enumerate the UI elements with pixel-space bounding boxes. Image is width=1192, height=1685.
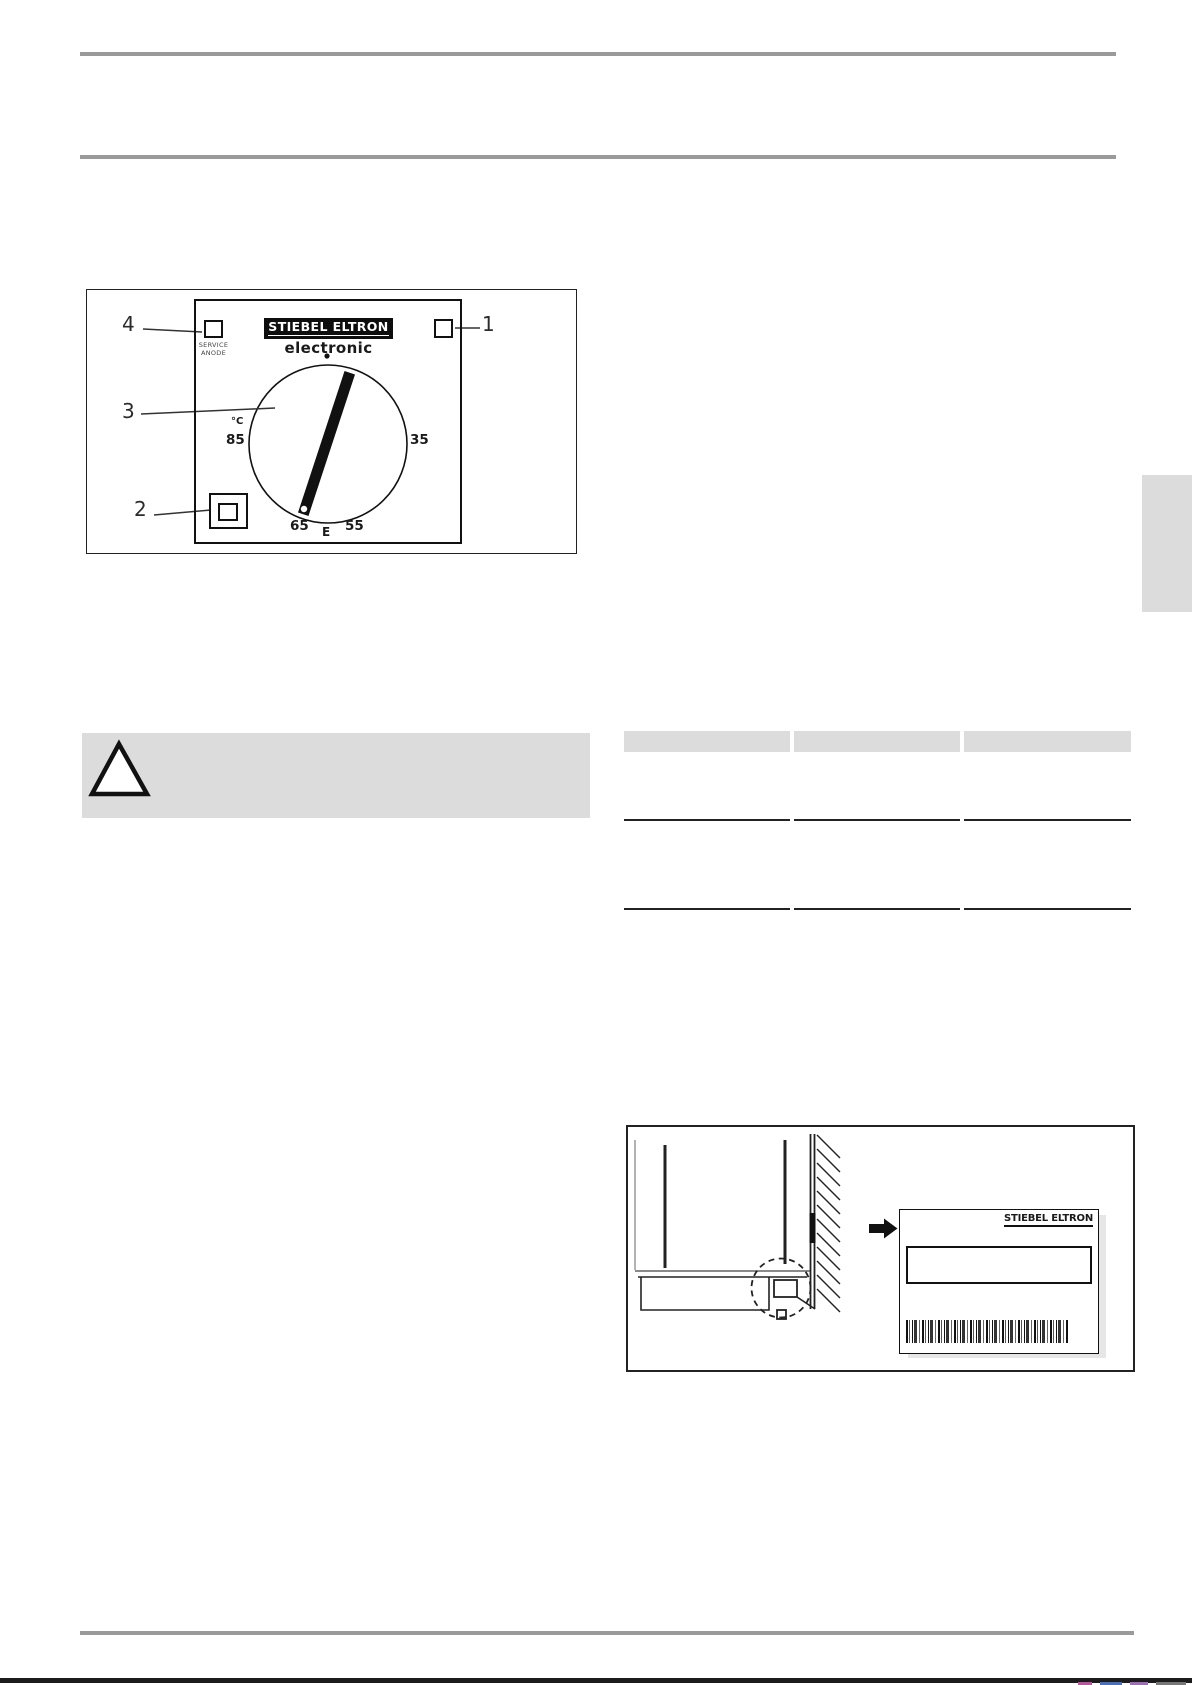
brand-logo-text: STIEBEL ELTRON (268, 319, 389, 335)
quick-heat-button (209, 493, 248, 529)
type-plate-brand-logo: STIEBEL ELTRON (1004, 1213, 1093, 1227)
table-header-col2 (794, 731, 960, 752)
table-row-divider (794, 819, 960, 821)
quick-heat-button-inner (218, 503, 238, 521)
service-caption-line1: SERVICE (198, 341, 229, 349)
wall-hatching (817, 1135, 840, 1312)
table-row-divider (794, 908, 960, 910)
callout-2: 2 (134, 497, 147, 521)
callout-3: 3 (122, 399, 135, 423)
page-edge-strip (0, 1678, 1192, 1683)
type-plate-detail (899, 1209, 1099, 1354)
dial-label-65: 65 (290, 518, 309, 534)
type-plate-info-box (906, 1246, 1092, 1284)
header-rule-top (80, 52, 1116, 56)
type-plate-on-appliance (774, 1280, 797, 1297)
header-rule-bottom (80, 155, 1116, 159)
right-arrow-icon (869, 1219, 898, 1239)
table-row-divider (624, 819, 790, 821)
dial-label-e: E (322, 525, 331, 539)
wall-fixing (810, 1213, 816, 1243)
dial-label-85: 85 (226, 432, 245, 448)
type-plate-figure (626, 1125, 1135, 1372)
table-header-col3 (964, 731, 1131, 752)
signal-lamp (434, 319, 453, 338)
warning-triangle-icon (82, 733, 590, 818)
dial-label-35: 35 (410, 432, 429, 448)
table-row-divider (964, 819, 1131, 821)
brand-logo (264, 318, 393, 339)
base-skirt (641, 1277, 769, 1310)
callout-4: 4 (122, 312, 135, 336)
service-anode-caption (186, 342, 241, 357)
dial-unit-label: °C (231, 416, 244, 427)
control-panel-figure (86, 289, 577, 554)
service-anode-lamp (204, 320, 223, 338)
magnify-dashed-circle (752, 1259, 811, 1318)
table-row-divider (964, 908, 1131, 910)
table-header-col1 (624, 731, 790, 752)
barcode-icon (906, 1320, 1069, 1343)
dial-label-55: 55 (345, 518, 364, 534)
chapter-tab-marker (1142, 475, 1192, 612)
callout-1: 1 (482, 312, 495, 336)
warning-note-box (82, 733, 590, 818)
table-row-divider (624, 908, 790, 910)
service-caption-line2: ANODE (200, 348, 227, 357)
model-label: electronic (284, 339, 373, 357)
footer-rule (80, 1631, 1134, 1635)
